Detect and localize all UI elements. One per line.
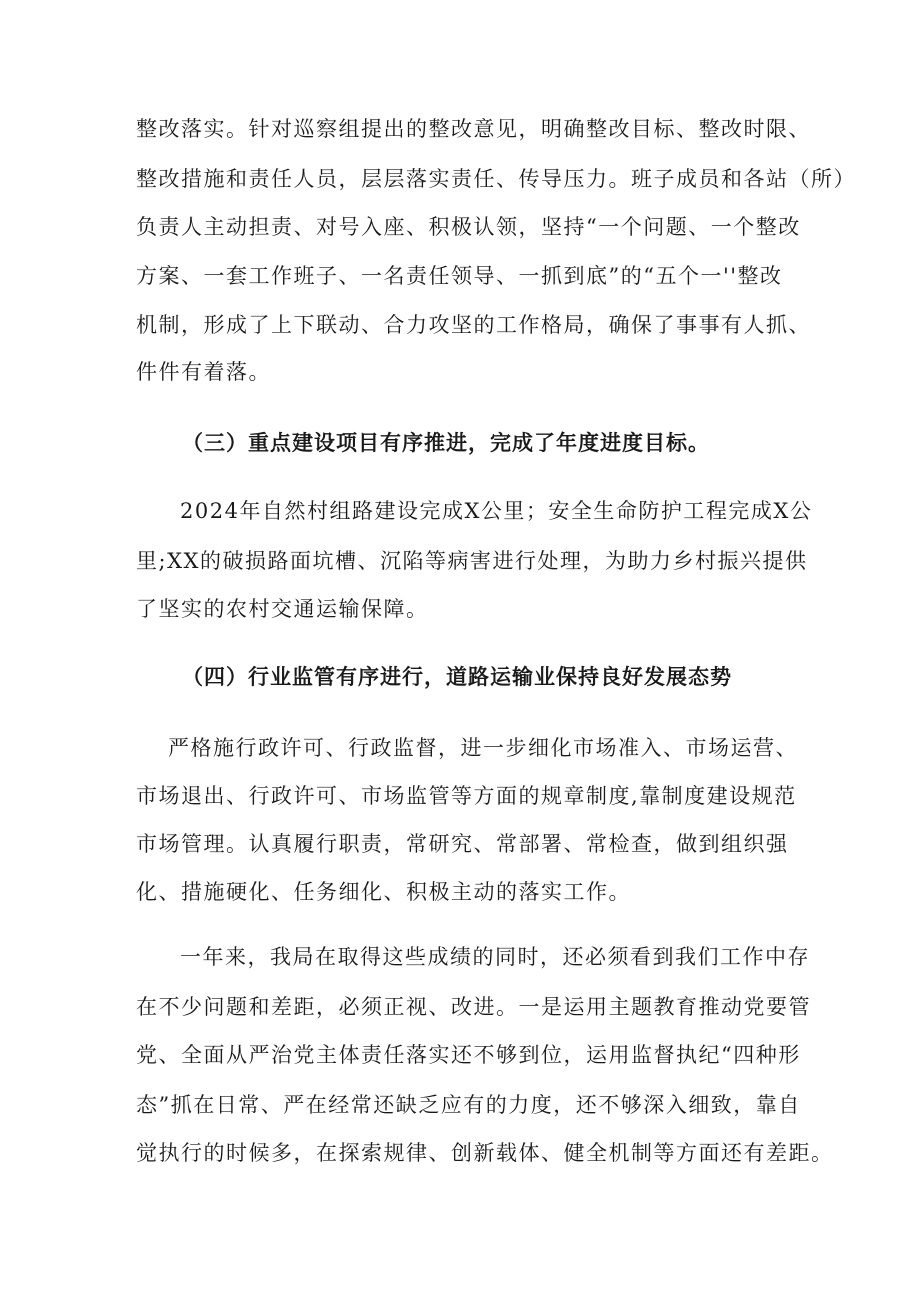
- section-heading-4: （四）行业监管有序进行，道路运输业保持良好发展态势: [182, 665, 732, 689]
- text-line: 市场管理。认真履行职责，常研究、常部署、常检查，做到组织强: [136, 832, 789, 856]
- text-line: 一年来，我局在取得这些成绩的同时，还必须看到我们工作中存: [180, 945, 810, 969]
- text-line: 态”抓在日常、严在经常还缺乏应有的力度，还不够深入细致，靠自: [136, 1093, 801, 1117]
- text-line: 里;XX的破损路面坑槽、沉陷等病害进行处理，为助力乡村振兴提供: [136, 549, 808, 573]
- text-line: 化、措施硬化、任务细化、积极主动的落实工作。: [136, 880, 631, 904]
- text-line: 了坚实的农村交通运输保障。: [136, 597, 429, 621]
- text-line: 党、全面从严治党主体责任落实还不够到位，运用监督执纪“四种形: [136, 1043, 801, 1067]
- text-line: 整改落实。针对巡察组提出的整改意见，明确整改目标、整改时限、: [136, 117, 811, 141]
- section-heading-3: （三）重点建设项目有序推进，完成了年度进度目标。: [182, 431, 710, 455]
- text-line: 负责人主动担责、对号入座、积极认领，坚持“一个问题、一个整改: [136, 215, 801, 239]
- text-line: 机制，形成了上下联动、合力攻坚的工作格局，确保了事事有人抓、: [136, 313, 811, 337]
- text-line: 觉执行的时候多，在探索规律、创新载体、健全机制等方面还有差距。: [136, 1141, 834, 1165]
- text-line: 整改措施和责任人员，层层落实责任、传导压力。班子成员和各站（所）: [136, 167, 856, 191]
- text-line: 在不少问题和差距，必须正视、改进。一是运用主题教育推动党要管: [136, 995, 811, 1019]
- text-line: 2024年自然村组路建设完成X公里；安全生命防护工程完成X公: [180, 499, 813, 523]
- text-line: 方案、一套工作班子、一名责任领导、一抓到底”的“五个一''整改: [136, 264, 783, 288]
- text-line: 市场退出、行政许可、市场监管等方面的规章制度,靠制度建设规范: [136, 784, 797, 808]
- text-line: 严格施行政许可、行政监督，进一步细化市场准入、市场运营、: [168, 736, 798, 760]
- text-line: 件件有着落。: [136, 360, 271, 384]
